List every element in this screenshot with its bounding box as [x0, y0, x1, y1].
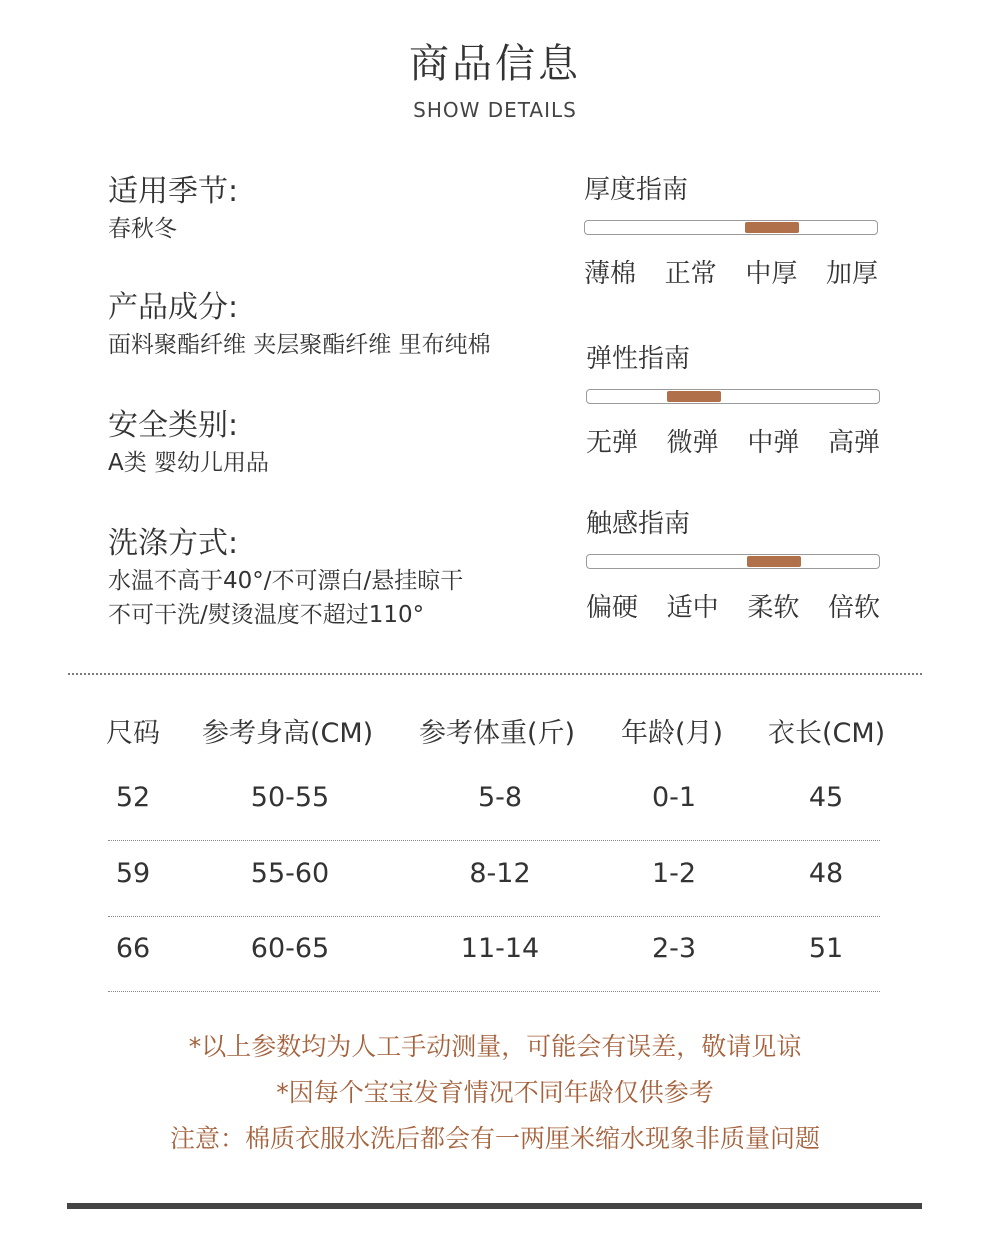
note-measurement: *以上参数均为人工手动测量，可能会有误差，敬请见谅	[188, 1032, 802, 1061]
info-label: 安全类别:	[108, 408, 239, 443]
thickness-guide	[584, 172, 878, 291]
guide-options	[586, 426, 880, 460]
guide-option: 柔软	[747, 593, 800, 623]
info-label: 产品成分:	[108, 290, 239, 325]
section-divider	[68, 673, 922, 675]
cell-size: 59	[115, 858, 151, 889]
cell-length: 51	[808, 933, 844, 964]
cell-size: 52	[115, 782, 151, 813]
table-row	[108, 917, 880, 992]
cell-size: 66	[115, 933, 151, 964]
guide-option: 高弹	[827, 428, 880, 458]
info-washing	[108, 524, 463, 632]
guide-options	[586, 591, 880, 625]
header-length: 衣长(CM)	[768, 718, 886, 749]
note-age: *因每个宝宝发育情况不同年龄仅供参考	[276, 1078, 714, 1107]
info-safety	[108, 406, 269, 480]
guide-option: 适中	[666, 593, 719, 623]
guide-title: 弹性指南	[586, 344, 691, 374]
header-age: 年龄(月)	[621, 718, 724, 749]
cell-height: 55-60	[250, 858, 330, 889]
guide-option: 偏硬	[586, 593, 639, 623]
guide-option: 加厚	[825, 259, 878, 289]
info-material	[108, 288, 491, 362]
guide-option: 正常	[664, 259, 717, 289]
size-table-header	[0, 712, 990, 756]
bottom-divider	[67, 1203, 922, 1209]
cell-length: 45	[808, 782, 844, 813]
note-shrink: 注意：棉质衣服水洗后都会有一两厘米缩水现象非质量问题	[169, 1124, 820, 1153]
info-season	[108, 172, 238, 246]
cell-weight: 11-14	[460, 933, 540, 964]
page-title: 商品信息	[409, 41, 581, 87]
header-size: 尺码	[106, 718, 160, 749]
guide-option: 微弹	[666, 428, 719, 458]
guide-option: 无弹	[586, 428, 639, 458]
cell-age: 0-1	[651, 782, 697, 813]
info-value: 面料聚酯纤维 夹层聚酯纤维 里布纯棉	[108, 332, 491, 358]
notes	[0, 1024, 990, 1162]
cell-age: 1-2	[651, 858, 697, 889]
info-value: 春秋冬	[108, 216, 177, 242]
cell-height: 60-65	[250, 933, 330, 964]
header-weight: 参考体重(斤)	[419, 718, 576, 749]
guide-option: 倍软	[827, 593, 880, 623]
guide-title: 厚度指南	[584, 175, 689, 205]
elasticity-guide	[586, 341, 880, 460]
info-label: 洗涤方式:	[108, 526, 239, 561]
guide-options	[584, 257, 878, 291]
guide-option: 中弹	[747, 428, 800, 458]
cell-height: 50-55	[250, 782, 330, 813]
info-value: 水温不高于40°/不可漂白/悬挂晾干	[108, 568, 464, 594]
cell-length: 48	[808, 858, 844, 889]
cell-age: 2-3	[651, 933, 697, 964]
guide-track	[586, 389, 880, 404]
table-row	[108, 766, 880, 841]
header-height: 参考身高(CM)	[202, 718, 374, 749]
guide-indicator	[745, 222, 799, 233]
table-row	[108, 842, 880, 917]
guide-title: 触感指南	[586, 509, 691, 539]
info-label: 适用季节:	[108, 174, 239, 209]
guide-track	[584, 220, 878, 235]
guide-option: 中厚	[745, 259, 798, 289]
info-value: 不可干洗/熨烫温度不超过110°	[108, 602, 425, 628]
page-subtitle: SHOW DETAILS	[413, 98, 577, 122]
section-header	[0, 38, 990, 122]
cell-weight: 8-12	[469, 858, 531, 889]
cell-weight: 5-8	[477, 782, 523, 813]
info-value: A类 婴幼儿用品	[108, 450, 270, 476]
guide-track	[586, 554, 880, 569]
guide-indicator	[747, 556, 801, 567]
touch-guide	[586, 506, 880, 625]
guide-option: 薄棉	[584, 259, 637, 289]
guide-indicator	[667, 391, 721, 402]
